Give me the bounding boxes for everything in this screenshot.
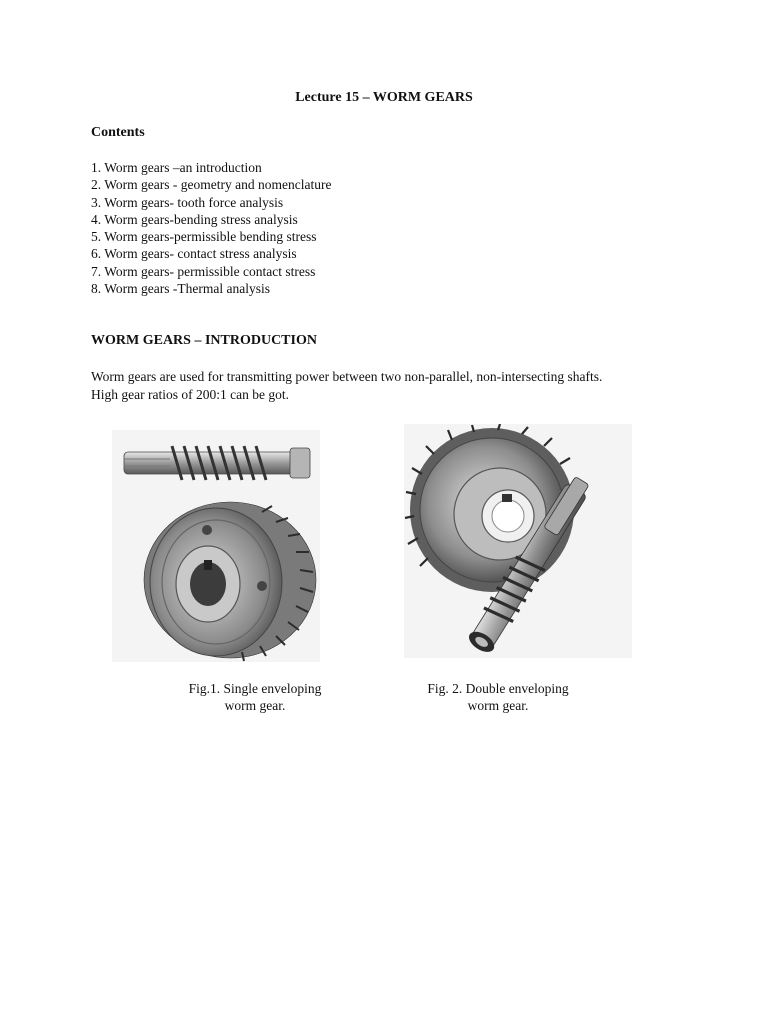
contents-item: 7. Worm gears- permissible contact stress: [91, 263, 316, 279]
contents-item: 1. Worm gears –an introduction: [91, 160, 262, 175]
intro-paragraph: [91, 368, 711, 403]
contents-item: 3. Worm gears- tooth force analysis: [91, 194, 284, 210]
section-heading: WORM GEARS – INTRODUCTION: [91, 333, 317, 348]
caption-line: Fig. 2. Double enveloping: [427, 681, 569, 696]
contents-item: 6. Worm gears- contact stress analysis: [91, 246, 297, 262]
single-enveloping-worm-gear-image: [112, 430, 320, 662]
intro-line: High gear ratios of 200:1 can be got.: [91, 386, 289, 402]
figure-1-caption: [155, 680, 355, 714]
figure-2-caption: [398, 680, 598, 714]
contents-list: [91, 159, 331, 297]
contents-item: 8. Worm gears -Thermal analysis: [91, 281, 270, 297]
contents-item: 5. Worm gears-permissible bending stress: [91, 229, 317, 245]
caption-line: worm gear.: [467, 698, 529, 713]
intro-line: Worm gears are used for transmitting power between two non-parallel, non-intersecting shafts.: [91, 369, 603, 384]
contents-heading: Contents: [91, 125, 145, 140]
contents-item: 2. Worm gears - geometry and nomenclature: [91, 177, 332, 193]
page-title: Lecture 15 – WORM GEARS: [295, 90, 473, 105]
double-enveloping-worm-gear-image: [404, 424, 632, 658]
contents-item: 4. Worm gears-bending stress analysis: [91, 211, 298, 227]
caption-line: Fig.1. Single enveloping: [188, 681, 322, 696]
caption-line: worm gear.: [224, 698, 286, 713]
